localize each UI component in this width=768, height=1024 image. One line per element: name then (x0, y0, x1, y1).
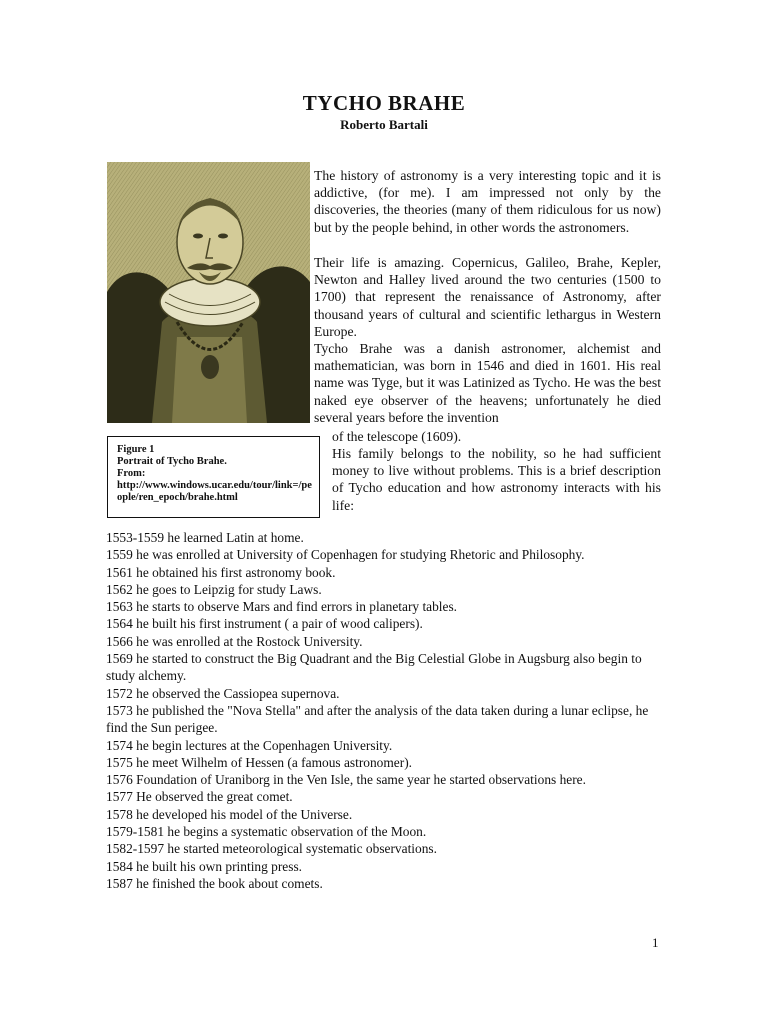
figure-caption (107, 436, 320, 518)
timeline-item: 1573 he published the "Nova Stella" and after the analysis of the data taken during a lunar eclipse, he find the Sun perigee. (106, 702, 649, 736)
timeline-item: 1582-1597 he started meteorological systematic observations. (106, 841, 437, 857)
portrait-image (107, 162, 310, 423)
figure-description: Portrait of Tycho Brahe. (117, 456, 227, 467)
intro-paragraph-2: Their life is amazing. Copernicus, Galileo, Brahe, Kepler, Newton and Halley lived around the two centuries (1500 to 1700) that represent the renaissance of Astronomy, after thousand years of cultural and scientific lethargus in Western Europe. (314, 255, 661, 339)
timeline-item: 1563 he starts to observe Mars and find errors in planetary tables. (106, 599, 458, 615)
timeline-item: 1577 He observed the great comet. (106, 789, 293, 805)
intro-paragraph-3-cont: of the telescope (1609). (332, 429, 462, 444)
timeline-item: 1578 he developed his model of the Universe. (106, 806, 353, 822)
timeline-list (106, 529, 662, 892)
timeline-item: 1575 he meet Wilhelm of Hessen (a famous astronomer). (106, 754, 412, 770)
timeline-item: 1569 he started to construct the Big Quadrant and the Big Celestial Globe in Augsburg also begin to study alchemy. (106, 651, 642, 684)
document-author: Roberto Bartali (340, 117, 428, 132)
timeline-item: 1559 he was enrolled at University of Copenhagen for studying Rhetoric and Philosophy. (106, 547, 585, 563)
timeline-item: 1572 he observed the Cassiopea supernova. (106, 685, 340, 701)
timeline-item: 1561 he obtained his first astronomy book. (106, 564, 336, 580)
page-number: 1 (652, 935, 659, 950)
figure-source-url: http://www.windows.ucar.edu/tour/link=/people/ren_epoch/brahe.html (117, 480, 312, 503)
timeline-item: 1562 he goes to Leipzig for study Laws. (106, 581, 322, 597)
timeline-item: 1564 he built his first instrument ( a pair of wood calipers). (106, 616, 423, 632)
timeline-item: 1584 he built his own printing press. (106, 858, 303, 874)
timeline-item: 1576 Foundation of Uraniborg in the Ven Isle, the same year he started observations here. (106, 772, 586, 788)
timeline-item: 1574 he begin lectures at the Copenhagen University. (106, 737, 393, 753)
intro-paragraph-1: The history of astronomy is a very interesting topic and it is addictive, (for me). I am impressed not only by the discoveries, the theories (many of them ridiculous for us now) but by the people behind, in other words the astronomers. (314, 168, 661, 235)
timeline-item: 1579-1581 he begins a systematic observation of the Moon. (106, 824, 427, 840)
figure-source-label: From: (117, 468, 146, 479)
figure-label: Figure 1 (117, 444, 155, 455)
intro-paragraph-4: His family belongs to the nobility, so he had sufficient money to live without problems. This is a brief description of Tycho education and how astronomy interacts with his life: (332, 446, 661, 513)
timeline-item: 1566 he was enrolled at the Rostock University. (106, 633, 363, 649)
timeline-item: 1587 he finished the book about comets. (106, 875, 323, 891)
timeline-item: 1553-1559 he learned Latin at home. (106, 530, 304, 545)
intro-paragraph-3: Tycho Brahe was a danish astronomer, alchemist and mathematician, was born in 1546 and died in 1601. His real name was Tyge, but it was Latinized as Tycho. He was the best naked eye observer of the heavens; unfortunately he died several years before the invention (314, 341, 661, 425)
document-title: TYCHO BRAHE (302, 91, 466, 115)
